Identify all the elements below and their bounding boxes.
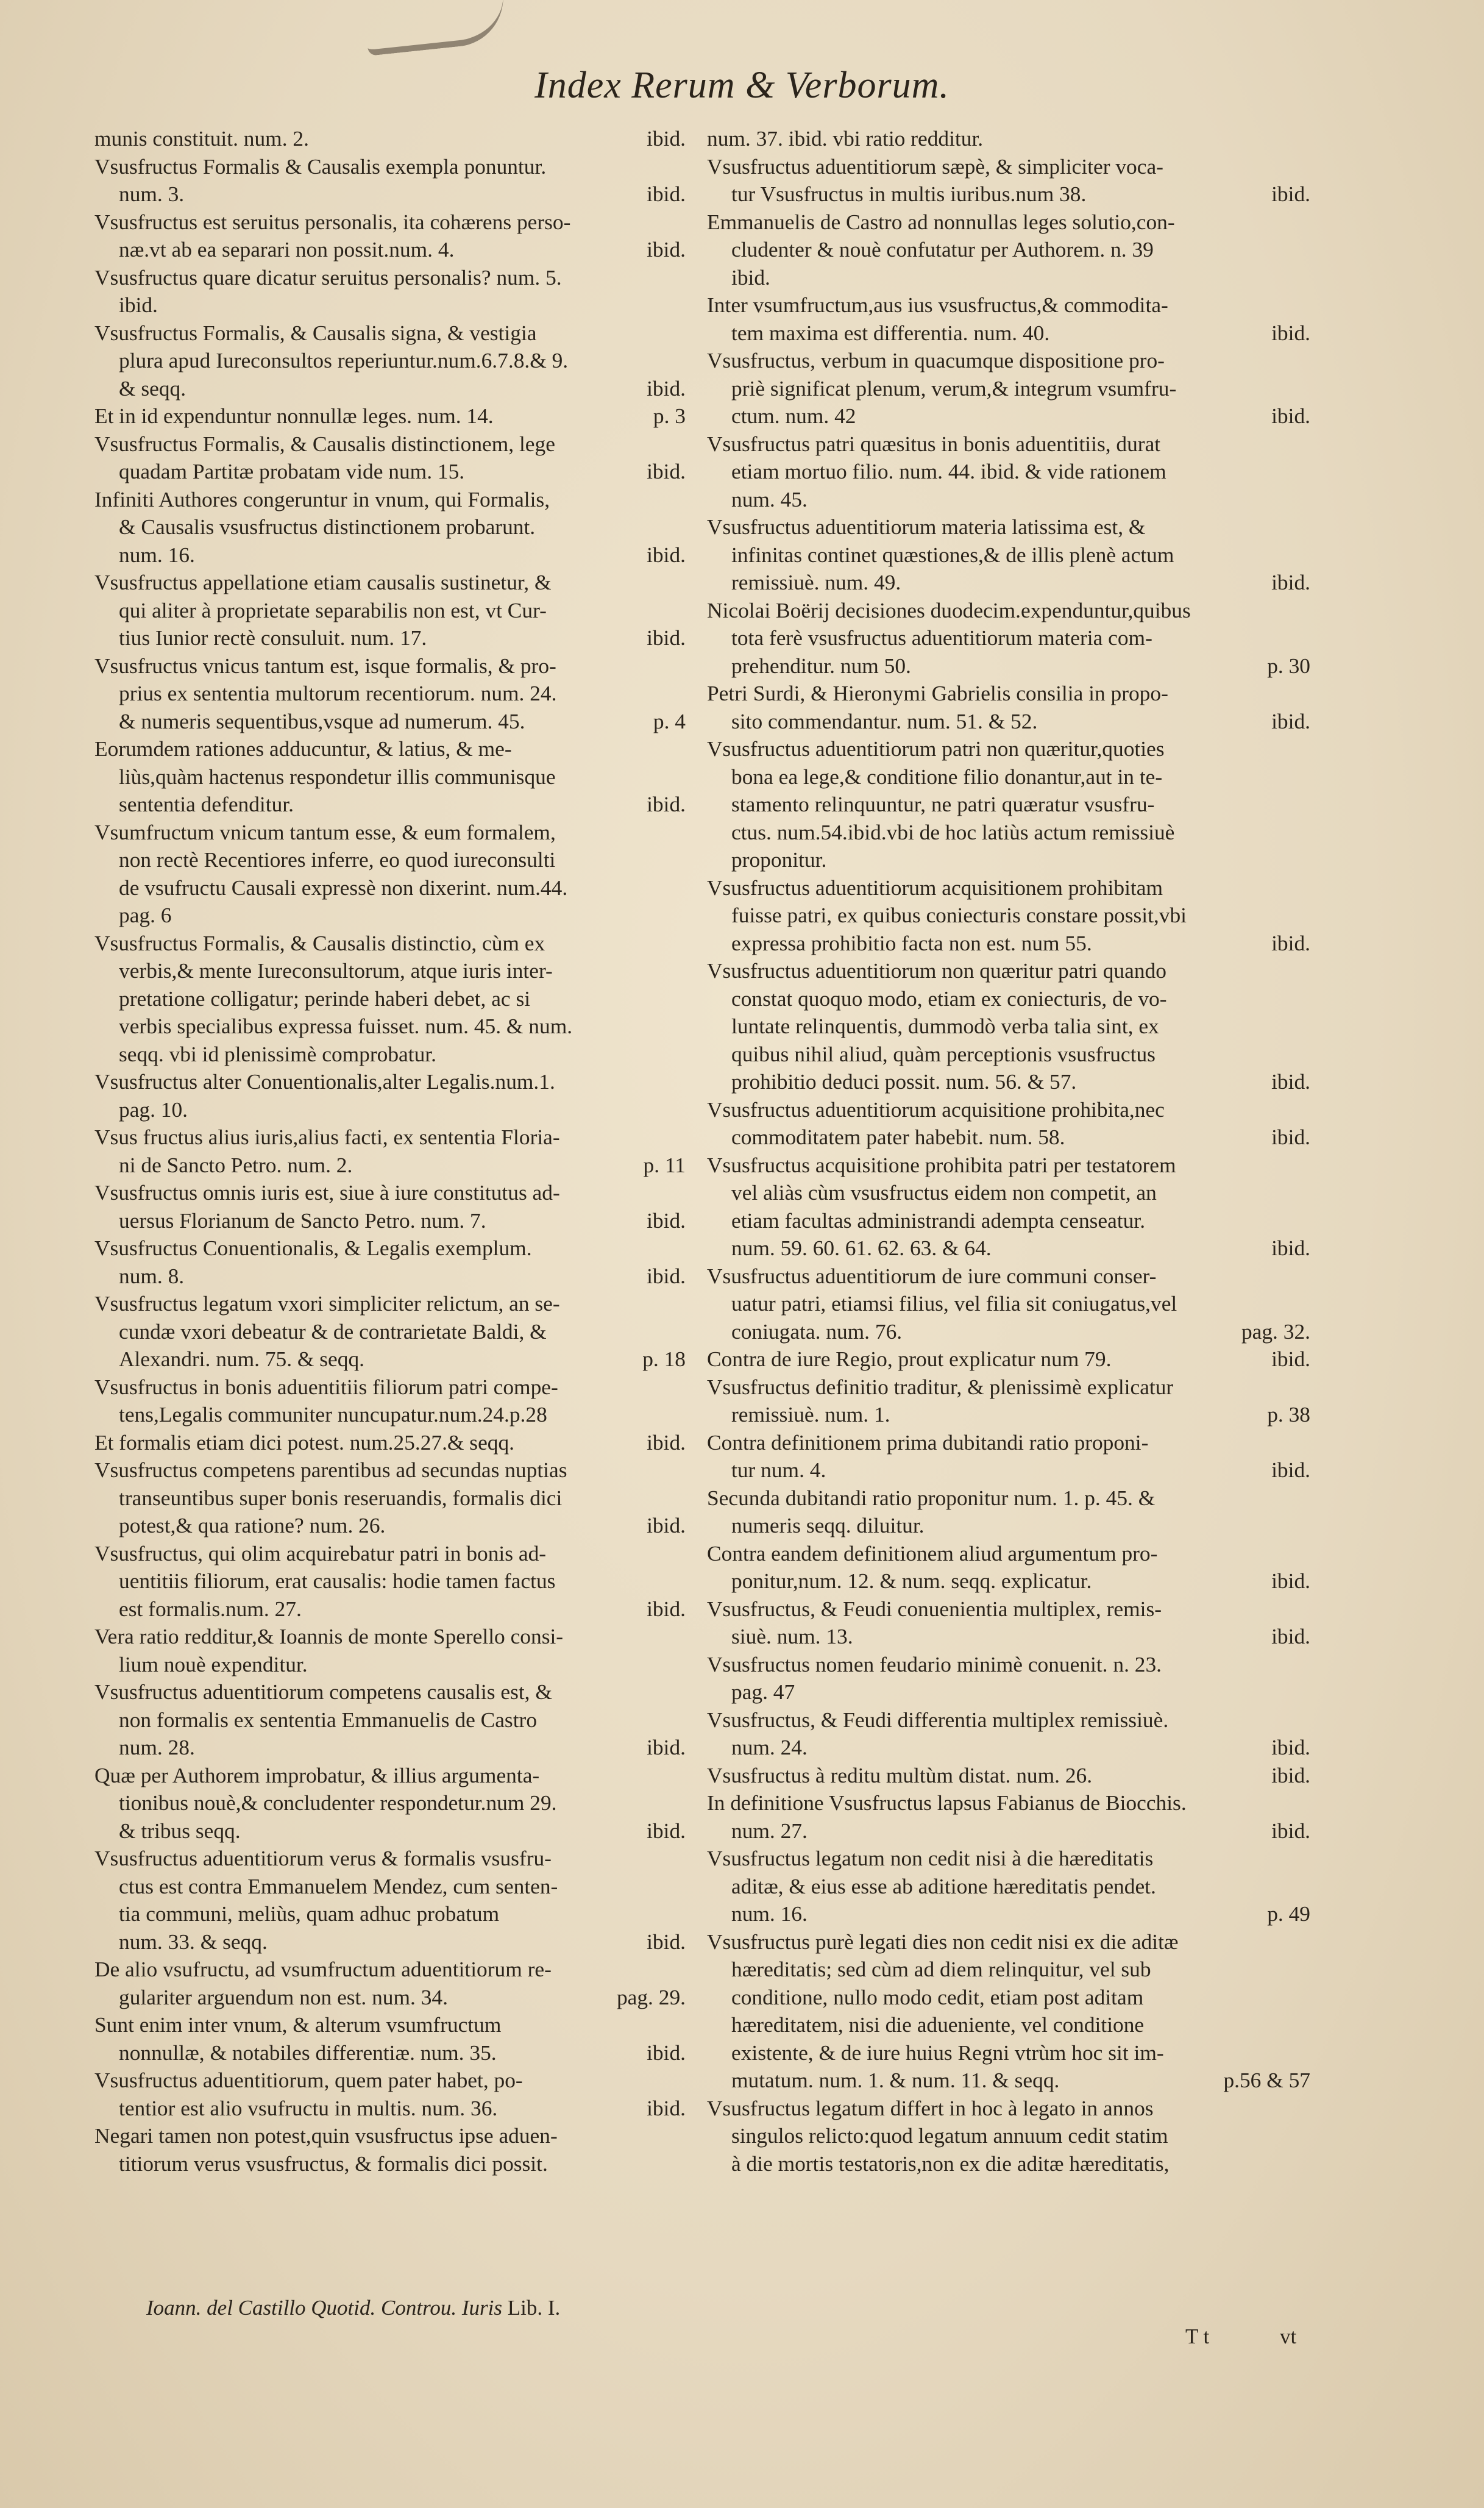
page-reference: ibid. — [1271, 1069, 1310, 1094]
entry-line: num. 16. ibid. — [94, 541, 686, 569]
entry-line: Vsusfructus vnicus tantum est, isque formalis, & pro- — [94, 653, 556, 678]
entry-line: ni de Sancto Petro. num. 2. p. 11 — [94, 1152, 686, 1180]
index-entry — [707, 1706, 1310, 1762]
entry-line: Nicolai Boërij decisiones duodecim.expenduntur,quibus — [707, 597, 1191, 622]
entry-line: Vsusfructus omnis iuris est, siue à iure constitutus ad- — [94, 1180, 560, 1205]
entry-line: sito commendantur. num. 51. & 52. ibid. — [707, 708, 1310, 736]
entry-line: Vsusfructus, verbum in quacumque dispositione pro- — [707, 348, 1165, 372]
index-entry — [707, 1762, 1310, 1790]
entry-line: Vsusfructus in bonis aduentitiis filiorum patri compe- — [94, 1374, 558, 1399]
index-entry — [707, 874, 1310, 958]
entry-line: potest,& qua ratione? num. 26. ibid. — [94, 1512, 686, 1540]
entry-line: verbis specialibus expressa fuisset. num. 45. & num. — [119, 1014, 573, 1038]
index-entry — [707, 291, 1310, 347]
signature-mark: T t — [1185, 2325, 1210, 2348]
index-entry — [707, 1484, 1310, 1540]
page-reference: ibid. — [1271, 1236, 1310, 1260]
entry-line: Vsusfructus aduentitiorum non quæritur patri quando — [707, 958, 1166, 983]
entry-line: Vsusfructus est seruitus personalis, ita cohærens perso- — [94, 209, 571, 234]
entry-line: Petri Surdi, & Hieronymi Gabrielis consilia in propo- — [707, 681, 1168, 705]
page-damage-mark — [363, 0, 508, 56]
index-entry — [94, 319, 686, 403]
page-reference: p. 3 — [653, 404, 686, 428]
index-entry — [94, 652, 686, 736]
entry-line: tentior est alio vsufructu in multis. num. 36. ibid. — [94, 2095, 686, 2123]
index-entry — [707, 430, 1310, 514]
entry-line: Alexandri. num. 75. & seqq. p. 18 — [94, 1345, 686, 1373]
page-reference: pag. 32. — [1241, 1319, 1310, 1344]
entry-line: Vsusfructus definitio traditur, & plenissimè explicatur — [707, 1374, 1174, 1399]
page-reference: p. 4 — [653, 708, 686, 733]
index-entry — [94, 264, 686, 319]
entry-line: Infiniti Authores congeruntur in vnum, qui Formalis, — [94, 486, 550, 511]
entry-line: stamento relinquuntur, ne patri quæratur vsusfru- — [731, 792, 1155, 816]
entry-line: siuè. num. 13. ibid. — [707, 1623, 1310, 1651]
entry-line: Eorumdem rationes adducuntur, & latius, & me- — [94, 736, 512, 761]
entry-line: est formalis.num. 27. ibid. — [94, 1595, 686, 1623]
index-entry — [94, 1623, 686, 1678]
entry-line: næ.vt ab ea separari non possit.num. 4. ibid. — [94, 236, 686, 264]
entry-line: Vsusfructus patri quæsitus in bonis aduentitiis, durat — [707, 431, 1161, 456]
entry-line: uentitiis filiorum, erat causalis: hodie tamen factus — [119, 1569, 556, 1593]
page-reference: p.56 & 57 — [1223, 2068, 1310, 2092]
entry-line: Et formalis etiam dici potest. num.25.27.& seqq. ibid. — [94, 1429, 686, 1457]
entry-line: Contra eandem definitionem aliud argumentum pro- — [707, 1541, 1158, 1566]
entry-line: sententia defenditur. ibid. — [94, 791, 686, 819]
index-entry — [94, 486, 686, 569]
entry-line: expressa prohibitio facta non est. num 55. ibid. — [707, 930, 1310, 958]
entry-line: Vsusfructus aduentitiorum patri non quæritur,quoties — [707, 736, 1165, 761]
entry-line: Vsusfructus legatum non cedit nisi à die hæreditatis — [707, 1846, 1154, 1870]
entry-line: num. 8. ibid. — [94, 1263, 686, 1291]
entry-line: Vsusfructus competens parentibus ad secundas nuptias — [94, 1458, 567, 1482]
entry-line: hæreditatem, nisi die adueniente, vel conditione — [731, 2012, 1145, 2037]
entry-line: luntate relinquentis, dummodò verba talia sint, ex — [731, 1014, 1159, 1038]
entry-line: quibus nihil aliud, quàm perceptionis vsusfructus — [731, 1041, 1156, 1066]
index-entry — [94, 930, 686, 1069]
entry-line: Emmanuelis de Castro ad nonnullas leges solutio,con- — [707, 209, 1175, 234]
entry-line: Et in id expenduntur nonnullæ leges. num. 14. p. 3 — [94, 402, 686, 430]
index-entry — [94, 1429, 686, 1457]
right-column — [707, 125, 1310, 2178]
entry-line: uatur patri, etiamsi filius, vel filia sit coniugatus,vel — [731, 1291, 1177, 1316]
entry-line: pag. 10. — [119, 1097, 188, 1122]
entry-line: mutatum. num. 1. & num. 11. & seqq. p.56 & 57 — [707, 2067, 1310, 2095]
index-entry — [94, 2067, 686, 2122]
index-entry — [94, 1956, 686, 2011]
page-reference: ibid. — [647, 1430, 686, 1455]
entry-line: Vsusfructus Conuentionalis, & Legalis exemplum. — [94, 1236, 532, 1260]
entry-line: cludenter & nouè confutatur per Authorem. n. 39 — [731, 237, 1154, 262]
entry-line: Vsusfructus, & Feudi differentia multiplex remissiuè. — [707, 1707, 1169, 1732]
entry-line: Vsusfructus aduentitiorum verus & formalis vsusfru- — [94, 1846, 552, 1870]
page-reference: ibid. — [647, 2040, 686, 2065]
index-entry — [94, 402, 686, 430]
index-entry — [707, 1845, 1310, 1928]
index-entry — [94, 1234, 686, 1290]
index-entry — [94, 1845, 686, 1956]
index-entry — [94, 1678, 686, 1762]
page-reference: ibid. — [1271, 1735, 1310, 1759]
entry-line: Vsusfructus aduentitiorum de iure communi conser- — [707, 1263, 1157, 1288]
entry-line: plura apud Iureconsultos reperiuntur.num.6.7.8.& 9. — [119, 348, 569, 372]
entry-line: De alio vsufructu, ad vsumfructum aduentitiorum re- — [94, 1957, 552, 1981]
index-entry — [707, 153, 1310, 208]
index-entry — [707, 597, 1310, 680]
entry-line: & seqq. ibid. — [94, 375, 686, 403]
entry-line: & numeris sequentibus,vsque ad numerum. 45. p. 4 — [94, 708, 686, 736]
page-reference: ibid. — [1271, 708, 1310, 733]
index-entry — [94, 819, 686, 930]
page-reference: ibid. — [1271, 1624, 1310, 1648]
index-entry — [94, 569, 686, 652]
entry-line: remissiuè. num. 1. p. 38 — [707, 1401, 1310, 1429]
entry-line: prohibitio deduci possit. num. 56. & 57. ibid. — [707, 1068, 1310, 1096]
entry-line: Secunda dubitandi ratio proponitur num. 1. p. 45. & — [707, 1485, 1156, 1510]
entry-line: uersus Florianum de Sancto Petro. num. 7. ibid. — [94, 1207, 686, 1235]
running-title: Ioann. del Castillo Quotid. Controu. Iuris — [146, 2296, 503, 2320]
entry-line: de vsufructu Causali expressè non dixerint. num.44. — [119, 875, 568, 900]
page-reference: ibid. — [1271, 1458, 1310, 1482]
entry-line: infinitas continet quæstiones,& de illis plenè actum — [731, 542, 1174, 567]
page-reference: ibid. — [647, 542, 686, 567]
index-entry — [94, 153, 686, 208]
entry-line: Vsus fructus alius iuris,alius facti, ex sententia Floria- — [94, 1125, 560, 1149]
entry-line: gulariter arguendum non est. num. 34. pag. 29. — [94, 1984, 686, 2012]
entry-line: lium nouè expenditur. — [119, 1651, 308, 1676]
entry-line: bona ea lege,& conditione filio donantur,aut in te- — [731, 764, 1163, 789]
entry-line: existente, & de iure huius Regni vtrùm hoc sit im- — [731, 2040, 1164, 2065]
entry-line: Vsusfructus, & Feudi conuenientia multiplex, remis- — [707, 1596, 1162, 1621]
entry-line: remissiuè. num. 49. ibid. — [707, 569, 1310, 597]
index-entry — [707, 513, 1310, 597]
index-entry — [94, 125, 686, 153]
index-entry — [94, 1540, 686, 1623]
page-reference: ibid. — [1271, 320, 1310, 345]
index-entry — [94, 1456, 686, 1540]
entry-line: liùs,quàm hactenus respondetur illis communisque — [119, 764, 556, 789]
entry-line: qui aliter à proprietate separabilis non est, vt Cur- — [119, 597, 547, 622]
index-entry — [707, 1540, 1310, 1595]
entry-line: non rectè Recentiores inferre, eo quod iureconsulti — [119, 847, 556, 872]
entry-line: numeris seqq. diluitur. — [731, 1513, 925, 1537]
running-footer — [146, 2294, 1484, 2321]
page-header: Index Rerum & Verborum. — [534, 65, 950, 106]
entry-line: nonnullæ, & notabiles differentiæ. num. 35. ibid. — [94, 2039, 686, 2067]
entry-line: verbis,& mente Iureconsultorum, atque iuris inter- — [119, 958, 553, 983]
entry-line: Vsusfructus legatum vxori simpliciter relictum, an se- — [94, 1291, 560, 1316]
entry-line: Contra de iure Regio, prout explicatur num 79. ibid. — [707, 1345, 1310, 1373]
entry-line: transeuntibus super bonis reseruandis, formalis dici — [119, 1485, 563, 1510]
page-reference: ibid. — [647, 2095, 686, 2120]
entry-line: Contra definitionem prima dubitandi ratio proponi- — [707, 1430, 1149, 1455]
index-entry — [707, 1345, 1310, 1373]
page-reference: ibid. — [1271, 1762, 1310, 1787]
entry-line: ibid. — [731, 265, 770, 290]
entry-line: num. 3. ibid. — [94, 180, 686, 208]
entry-line: Vsusfructus Formalis, & Causalis distinctio, cùm ex — [94, 930, 545, 955]
entry-line: Vsusfructus appellatione etiam causalis sustinetur, & — [94, 570, 552, 594]
entry-line: priè significat plenum, verum,& integrum vsumfru- — [731, 376, 1177, 401]
entry-line: Vsusfructus Formalis & Causalis exempla ponuntur. — [94, 154, 547, 179]
entry-line: Vsusfructus legatum differt in hoc à legato in annos — [707, 2095, 1154, 2120]
page-reference: p. 11 — [643, 1152, 686, 1177]
entry-line: Vsusfructus aduentitiorum competens causalis est, & — [94, 1680, 552, 1704]
entry-line: Vsusfructus nomen feudario minimè conuenit. n. 23. — [707, 1651, 1162, 1676]
entry-line: & Causalis vsusfructus distinctionem probarunt. — [119, 515, 536, 539]
index-entry — [94, 1068, 686, 1124]
page-reference: ibid. — [1271, 404, 1310, 428]
entry-line: proponitur. — [731, 847, 827, 872]
index-entry — [94, 1373, 686, 1429]
entry-line: commoditatem pater habebit. num. 58. ibid. — [707, 1124, 1310, 1152]
index-entry — [707, 1373, 1310, 1429]
page-reference: ibid. — [647, 376, 686, 401]
entry-line: Vera ratio redditur,& Ioannis de monte Sperello consi- — [94, 1624, 564, 1648]
entry-line: coniugata. num. 76. pag. 32. — [707, 1318, 1310, 1346]
entry-line: Negari tamen non potest,quin vsusfructus ipse aduen- — [94, 2123, 558, 2148]
entry-line: tota ferè vsusfructus aduentitiorum materia com- — [731, 625, 1152, 650]
entry-line: prius ex sententia multorum recentiorum. num. 24. — [119, 681, 557, 705]
entry-line: cundæ vxori debeatur & de contrarietate Baldi, & — [119, 1319, 547, 1344]
entry-line: Vsusfructus aduentitiorum acquisitione prohibita,nec — [707, 1097, 1165, 1122]
entry-line: num. 45. — [731, 486, 808, 511]
index-entry — [94, 1179, 686, 1234]
index-entry — [707, 680, 1310, 735]
page-reference: ibid. — [647, 1513, 686, 1537]
entry-line: Sunt enim inter vnum, & alterum vsumfructum — [94, 2012, 502, 2037]
entry-line: pag. 47 — [731, 1680, 795, 1704]
index-entry — [707, 125, 1310, 153]
entry-line: pag. 6 — [119, 903, 172, 927]
page-reference: ibid. — [647, 459, 686, 483]
index-entry — [94, 1124, 686, 1179]
entry-line: tius Iunior rectè consuluit. num. 17. ibid. — [94, 624, 686, 652]
entry-line: num. 33. & seqq. ibid. — [94, 1928, 686, 1956]
page-reference: ibid. — [647, 237, 686, 262]
index-entry — [94, 2122, 686, 2178]
page-reference: pag. 29. — [616, 1984, 686, 2009]
entry-line: quadam Partitæ probatam vide num. 15. ibid. — [94, 458, 686, 486]
index-entry — [707, 1429, 1310, 1484]
index-entry — [707, 735, 1310, 874]
entry-line: & tribus seqq. ibid. — [94, 1817, 686, 1845]
page-reference: ibid. — [1271, 930, 1310, 955]
entry-line: vel aliàs cùm vsusfructus eidem non competit, an — [731, 1180, 1157, 1205]
entry-line: seqq. vbi id plenissimè comprobatur. — [119, 1041, 436, 1066]
page-reference: p. 30 — [1267, 653, 1310, 678]
page-reference: ibid. — [1271, 1125, 1310, 1149]
index-entry — [707, 347, 1310, 430]
entry-line: num. 24. ibid. — [707, 1734, 1310, 1762]
page-reference: ibid. — [647, 1596, 686, 1621]
page-reference: ibid. — [1271, 1347, 1310, 1371]
entry-line: Vsusfructus purè legati dies non cedit nisi ex die aditæ — [707, 1929, 1179, 1954]
entry-line: tionibus nouè,& concludenter respondetur.num 29. — [119, 1790, 557, 1815]
entry-line: tens,Legalis communiter nuncupatur.num.24.p.28 — [119, 1402, 547, 1427]
index-entry — [707, 1152, 1310, 1263]
page-reference: ibid. — [647, 1263, 686, 1288]
entry-line: ctus. num.54.ibid.vbi de hoc latiùs actum remissiuè — [731, 819, 1175, 844]
entry-line: Vsusfructus à reditu multùm distat. num. 26. ibid. — [707, 1762, 1310, 1790]
entry-line: ponitur,num. 12. & num. seqq. explicatur. ibid. — [707, 1567, 1310, 1595]
entry-line: Vsusfructus aduentitiorum sæpè, & simpliciter voca- — [707, 154, 1163, 179]
entry-line: Vsusfructus aduentitiorum, quem pater habet, po- — [94, 2068, 523, 2092]
page-reference: p. 38 — [1267, 1402, 1310, 1427]
entry-line: num. 16. p. 49 — [707, 1900, 1310, 1928]
page-reference: ibid. — [647, 182, 686, 206]
page-reference: ibid. — [1271, 570, 1310, 594]
left-column — [94, 125, 686, 2178]
entry-line: etiam mortuo filio. num. 44. ibid. & vide rationem — [731, 459, 1166, 483]
index-entry — [94, 2011, 686, 2067]
index-entry — [707, 1651, 1310, 1706]
page-reference: ibid. — [647, 1818, 686, 1843]
page-reference: ibid. — [1271, 1818, 1310, 1843]
entry-line: Vsusfructus aduentitiorum materia latissima est, & — [707, 515, 1146, 539]
entry-line: num. 27. ibid. — [707, 1817, 1310, 1845]
entry-line: num. 37. ibid. vbi ratio redditur. — [707, 126, 984, 151]
entry-line: Vsumfructum vnicum tantum esse, & eum formalem, — [94, 819, 556, 844]
book-number: Lib. I. — [507, 2296, 561, 2320]
index-entry — [707, 1789, 1310, 1845]
page-reference: ibid. — [647, 792, 686, 816]
index-entry — [707, 208, 1310, 292]
entry-line: titiorum verus vsusfructus, & formalis dici possit. — [119, 2151, 548, 2176]
index-entry — [94, 735, 686, 819]
entry-line: tem maxima est differentia. num. 40. ibid. — [707, 319, 1310, 347]
index-entry — [707, 1096, 1310, 1152]
entry-line: à die mortis testatoris,non ex die aditæ hæreditatis, — [731, 2151, 1170, 2176]
entry-line: ibid. — [119, 293, 158, 317]
entry-line: ctum. num. 42 ibid. — [707, 402, 1310, 430]
entry-line: constat quoquo modo, etiam ex coniecturis, de vo- — [731, 986, 1167, 1011]
entry-line: Vsusfructus aduentitiorum acquisitionem prohibitam — [707, 875, 1163, 900]
entry-line: singulos relicto:quod legatum annuum cedit statim — [731, 2123, 1168, 2148]
entry-line: tia communi, meliùs, quam adhuc probatum — [119, 1901, 500, 1926]
entry-line: Quæ per Authorem improbatur, & illius argumenta- — [94, 1762, 540, 1787]
index-entry — [707, 1928, 1310, 2095]
entry-line: etiam facultas administrandi adempta censeatur. — [731, 1208, 1146, 1233]
index-entry — [94, 208, 686, 264]
page-reference: ibid. — [647, 1735, 686, 1759]
entry-line: tur Vsusfructus in multis iuribus.num 38. ibid. — [707, 180, 1310, 208]
page-reference: ibid. — [647, 126, 686, 151]
index-entry — [94, 1290, 686, 1373]
index-entry — [707, 1595, 1310, 1651]
entry-line: Vsusfructus acquisitione prohibita patri per testatorem — [707, 1152, 1176, 1177]
page-reference: ibid. — [1271, 182, 1310, 206]
entry-line: non formalis ex sententia Emmanuelis de Castro — [119, 1707, 538, 1732]
index-entry — [94, 1762, 686, 1845]
entry-line: pretatione colligatur; perinde haberi debet, ac si — [119, 986, 531, 1011]
page-reference: ibid. — [647, 1929, 686, 1954]
entry-line: hæreditatis; sed cùm ad diem relinquitur, vel sub — [731, 1957, 1151, 1981]
entry-line: num. 59. 60. 61. 62. 63. & 64. ibid. — [707, 1234, 1310, 1263]
page-reference: p. 49 — [1267, 1901, 1310, 1926]
entry-line: fuisse patri, ex quibus coniecturis constare possit,vbi — [731, 903, 1187, 927]
entry-line: prehenditur. num 50. p. 30 — [707, 652, 1310, 680]
entry-line: tur num. 4. ibid. — [707, 1456, 1310, 1484]
page-reference: ibid. — [647, 625, 686, 650]
index-entry — [707, 2095, 1310, 2178]
page-reference: ibid. — [1271, 1569, 1310, 1593]
entry-line: conditione, nullo modo cedit, etiam post aditam — [731, 1984, 1144, 2009]
entry-line: Vsusfructus quare dicatur seruitus personalis? num. 5. — [94, 265, 562, 290]
entry-line: In definitione Vsusfructus lapsus Fabianus de Biocchis. — [707, 1790, 1187, 1815]
index-entry — [94, 430, 686, 486]
entry-line: aditæ, & eius esse ab aditione hæreditatis pendet. — [731, 1873, 1156, 1898]
entry-line: Vsusfructus alter Conuentionalis,alter Legalis.num.1. — [94, 1069, 555, 1094]
entry-line: num. 28. ibid. — [94, 1734, 686, 1762]
catchword: vt — [1280, 2325, 1297, 2348]
page-reference: ibid. — [647, 1208, 686, 1233]
entry-line: Inter vsumfructum,aus ius vsusfructus,& commodita- — [707, 293, 1168, 317]
page-reference: p. 18 — [642, 1347, 686, 1371]
index-entry — [707, 957, 1310, 1096]
index-entry — [707, 1263, 1310, 1346]
entry-line: Vsusfructus Formalis, & Causalis distinctionem, lege — [94, 431, 555, 456]
entry-line: Vsusfructus Formalis, & Causalis signa, & vestigia — [94, 320, 537, 345]
entry-line: ctus est contra Emmanuelem Mendez, cum senten- — [119, 1873, 558, 1898]
entry-line: munis constituit. num. 2. ibid. — [94, 125, 686, 153]
entry-line: Vsusfructus, qui olim acquirebatur patri in bonis ad- — [94, 1541, 547, 1566]
